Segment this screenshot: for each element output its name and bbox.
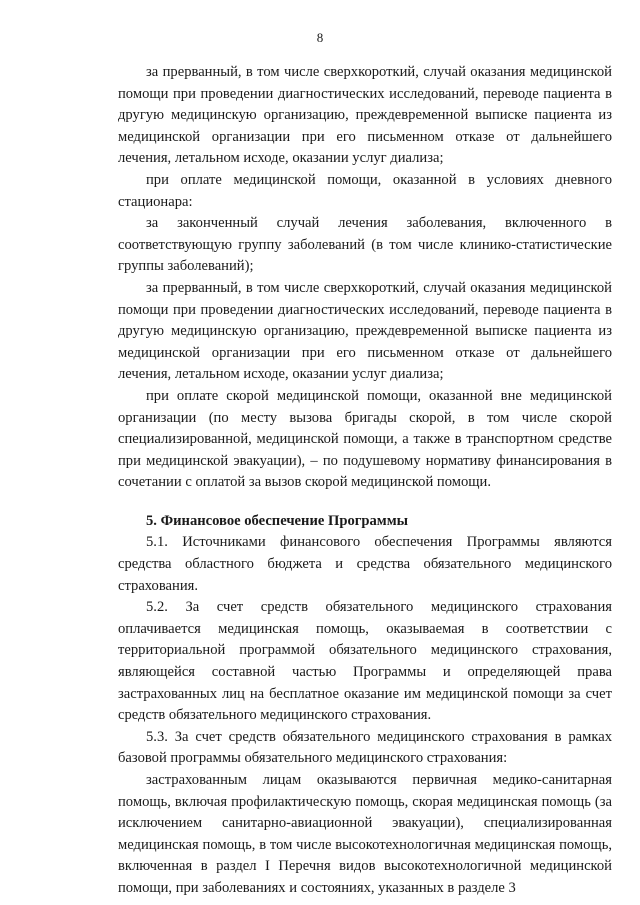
paragraph: 5.1. Источниками финансового обеспечения Программы являются средства областного бюджета и средства обязательного медицинского страхования. <box>118 534 612 594</box>
paragraph: 5.2. За счет средств обязательного медицинского страхования оплачивается медицинская помощь, оказываемая в соответствии с территориальной программой обязательного медицинского страхования, являющейся составной частью Программы и определяющей права застрахованных лиц на бесплатное оказание им медицинской помощи за счет средств обязательного медицинского страхования. <box>118 599 612 724</box>
paragraph: за законченный случай лечения заболевания, включенного в соответствующую группу заболеваний (в том числе клинико-статистические группы заболеваний); <box>118 215 612 275</box>
document-body <box>118 62 612 900</box>
page-number: 8 <box>316 30 324 45</box>
paragraph: застрахованным лицам оказываются первичная медико-санитарная помощь, включая профилактическую помощь, скорая медицинская помощь (за исключением санитарно-авиационной эвакуации), специализированная медицинская помощь, в том числе высокотехнологичная медицинская помощь, включенная в раздел I Перечня видов высокотехнологичной медицинской помощи, при заболеваниях и состояниях, указанных в разделе 3 <box>118 772 612 896</box>
paragraph: при оплате медицинской помощи, оказанной в условиях дневного стационара: <box>118 171 612 210</box>
paragraph: при оплате скорой медицинской помощи, оказанной вне медицинской организации (по месту вызова бригады скорой, в том числе скорой специализированной, медицинской помощи, а также в транспортном средстве при медицинской эвакуации), – по подушевому нормативу финансирования в сочетании с оплатой за вызов скорой медицинской помощи. <box>118 387 612 491</box>
paragraph: за прерванный, в том числе сверхкороткий, случай оказания медицинской помощи при проведении диагностических исследований, переводе пациента в другую медицинскую организацию, преждевременной выписке пациента из медицинской организации при его письменном отказе от дальнейшего лечения, летальном исходе, оказании услуг диализа; <box>118 64 612 167</box>
section-heading: 5. Финансовое обеспечение Программы <box>146 512 409 529</box>
paragraph: 5.3. За счет средств обязательного медицинского страхования в рамках базовой программы обязательного медицинского страхования: <box>118 728 612 767</box>
paragraph: за прерванный, в том числе сверхкороткий, случай оказания медицинской помощи при проведении диагностических исследований, переводе пациента в другую медицинскую организацию, преждевременной выписке пациента из медицинской организации при его письменном отказе от дальнейшего лечения, летальном исходе, оказании услуг диализа; <box>118 279 612 383</box>
